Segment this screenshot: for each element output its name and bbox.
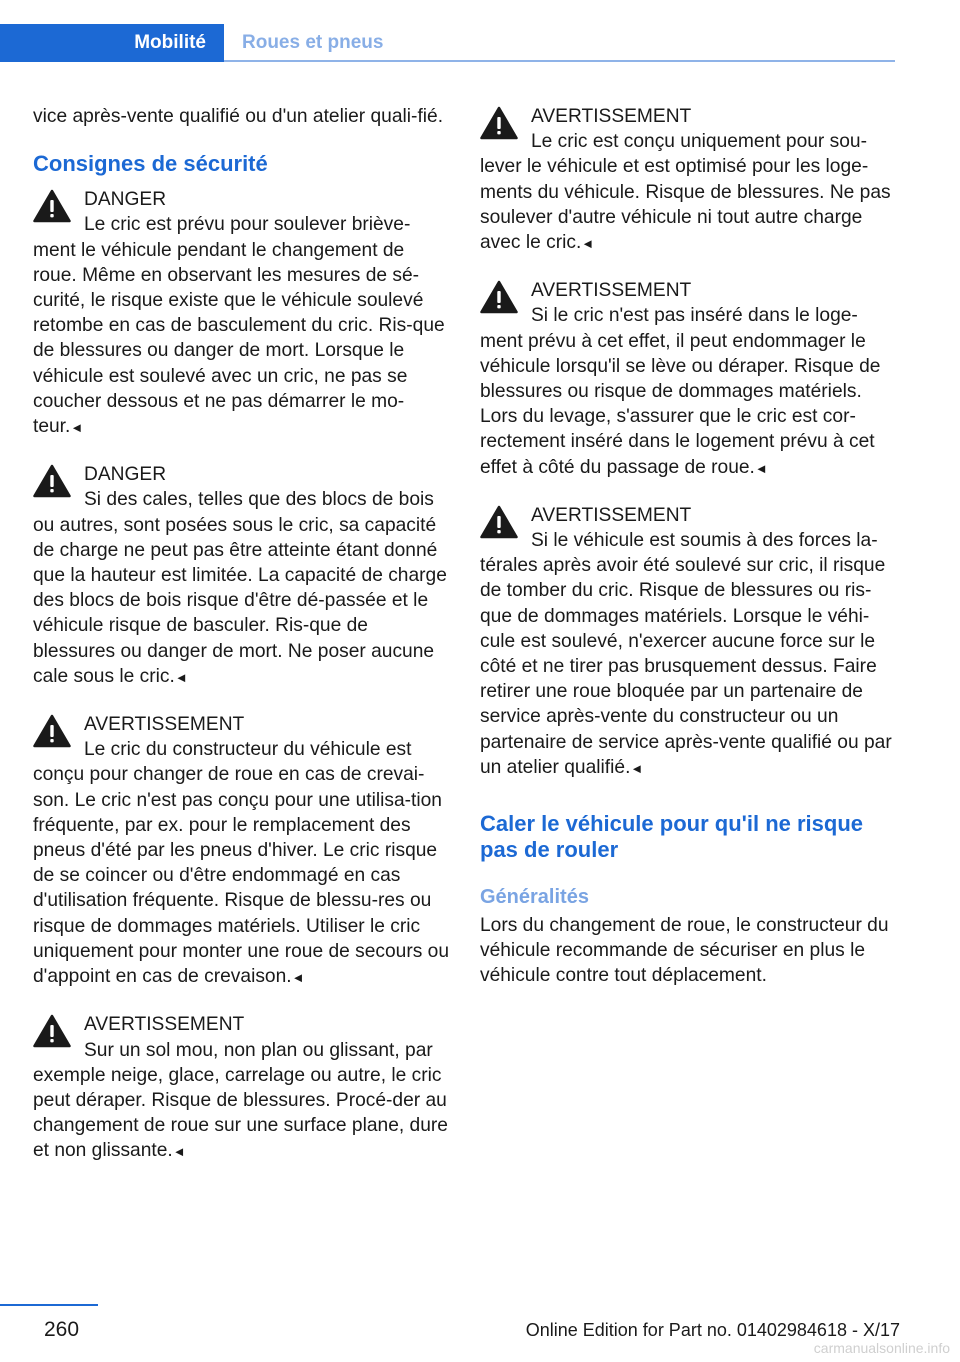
warning-text: Sur un sol mou, non plan ou glissant, par exemple neige, glace, carrelage ou autre, le cric peut déraper. Risque de blessures. Procé‐der au changement de roue sur une surface plane, dure et non glissante. [33,1039,448,1162]
section-heading-chock: Caler le véhicule pour qu'il ne risque pas de rouler [480,811,864,863]
warning-triangle-icon [33,189,71,223]
end-mark: ◄ [630,760,644,776]
warning-text: Le cric est prévu pour soulever briève‐ment le véhicule pendant le changement de roue. Même en observant les mesures de sé‐curité, le risque existe que le véhicule soulevé retombe en cas de basculement du cric. Ris‐que de blessures ou danger de mort. Lorsque le véhicule est soulevé avec un cric, ne pas se coucher dessous et ne pas démarrer le mo‐teur. [33,214,445,438]
warning-triangle-icon [480,280,518,314]
right-warnings [480,104,898,781]
warning-text: Si le cric n'est pas inséré dans le loge‐ment prévu à cet effet, il peut endommager le véhicule lorsqu'il se lève ou déraper. Risque de blessures ou risque de dommages matériels. Lors du levage, s'assurer que le cric est cor‐rectement inséré dans le logement prévu à cet effet à côté du passage de roue. [480,305,881,478]
header-rule [224,60,895,62]
warning-block [33,712,451,990]
warning-title: AVERTISSEMENT [531,106,692,127]
warning-block [480,104,898,256]
footer-rule [0,1304,98,1306]
general-paragraph: Lors du changement de roue, le constructeur du véhicule recommande de sécuriser en plus le véhicule contre tout déplacement. [480,915,889,987]
page-number: 260 [44,1318,80,1341]
warning-body [33,487,451,690]
warning-text: Le cric est conçu uniquement pour sou‐lever le véhicule et est optimisé pour les loge‐ments du véhicule. Risque de blessures. Ne pas soulever d'autre véhicule ni tout autre charge avec le cric. [480,131,891,254]
warning-title: AVERTISSEMENT [84,1014,245,1036]
tab-roues-et-pneus[interactable]: Roues et pneus [242,32,384,53]
warning-title: DANGER [84,464,167,486]
warning-triangle-icon [33,714,71,748]
warning-triangle-icon [480,106,518,140]
warning-text: Si le véhicule est soumis à des forces la‐térales après avoir été soulevé sur cric, il risque de tomber du cric. Risque de blessures ou ris‐que de dommages matériels. Lorsque le véhi‐cule est soulevé, n'exercer aucune force sur le côté et ne tirer pas brusquement dessus. Faire retirer une roue bloquée par un partenaire de service après-vente du constructeur ou un partenaire de service après-vente qualifié ou par un atelier qualifié. [480,530,892,778]
end-mark: ◄ [172,1144,186,1160]
end-mark: ◄ [754,460,768,476]
subheading-general: Généralités [480,886,589,909]
warning-block [33,187,451,440]
warning-title: AVERTISSEMENT [84,714,245,736]
intro-paragraph: vice après-vente qualifié ou d'un atelier quali‐fié. [33,106,444,127]
page-header [0,24,895,62]
warning-triangle-icon [33,1014,71,1048]
warning-triangle-icon [33,464,71,498]
end-mark: ◄ [581,236,595,252]
warning-body [480,129,898,256]
warning-block [480,278,898,481]
end-mark: ◄ [70,420,84,436]
edition-text: Online Edition for Part no. 01402984618 - X/17 [525,1320,900,1340]
warning-text: Le cric du constructeur du véhicule est conçu pour changer de roue en cas de crevai‐son. Le cric n'est pas conçu pour une utilisa‐tion fréquente, par ex. pour le remplacement des pneus d'été par les pneus d'hiver. Le cric risque de se coincer ou d'être endommagé en cas d'utilisation fréquente. Risque de blessu‐res ou risque de dommages matériels. Utiliser le cric uniquement pour monter une roue de secours ou d'appoint en cas de crevaison. [33,739,449,988]
warning-title: AVERTISSEMENT [531,280,692,302]
warning-block [33,462,451,690]
right-column [480,104,898,1011]
end-mark: ◄ [174,669,188,685]
warning-body [33,1038,451,1165]
tab-mobilite[interactable]: Mobilité [0,24,224,62]
section-heading-safety: Consignes de sécurité [33,151,268,177]
left-column [33,104,451,1187]
end-mark: ◄ [291,970,305,986]
warning-block [480,503,898,781]
warning-body [480,303,898,480]
warning-triangle-icon [480,505,518,539]
warning-title: DANGER [84,189,167,211]
warning-block [33,1012,451,1164]
warning-body [33,212,451,440]
warning-body [33,737,451,990]
warning-title: AVERTISSEMENT [531,504,692,526]
warning-body [480,528,898,781]
warning-text: Si des cales, telles que des blocs de bois ou autres, sont posées sous le cric, sa capacité de charge ne peut pas être atteinte étant donné que la hauteur est limitée. La capacité de charge des blocs de bois risque d'être dé‐passée et le véhicule risque de basculer. Ris‐que de blessures ou danger de mort. Ne poser aucune cale sous le cric. [33,489,447,687]
left-warnings [33,187,451,1164]
watermark: carmanualsonline.info [813,1340,950,1356]
